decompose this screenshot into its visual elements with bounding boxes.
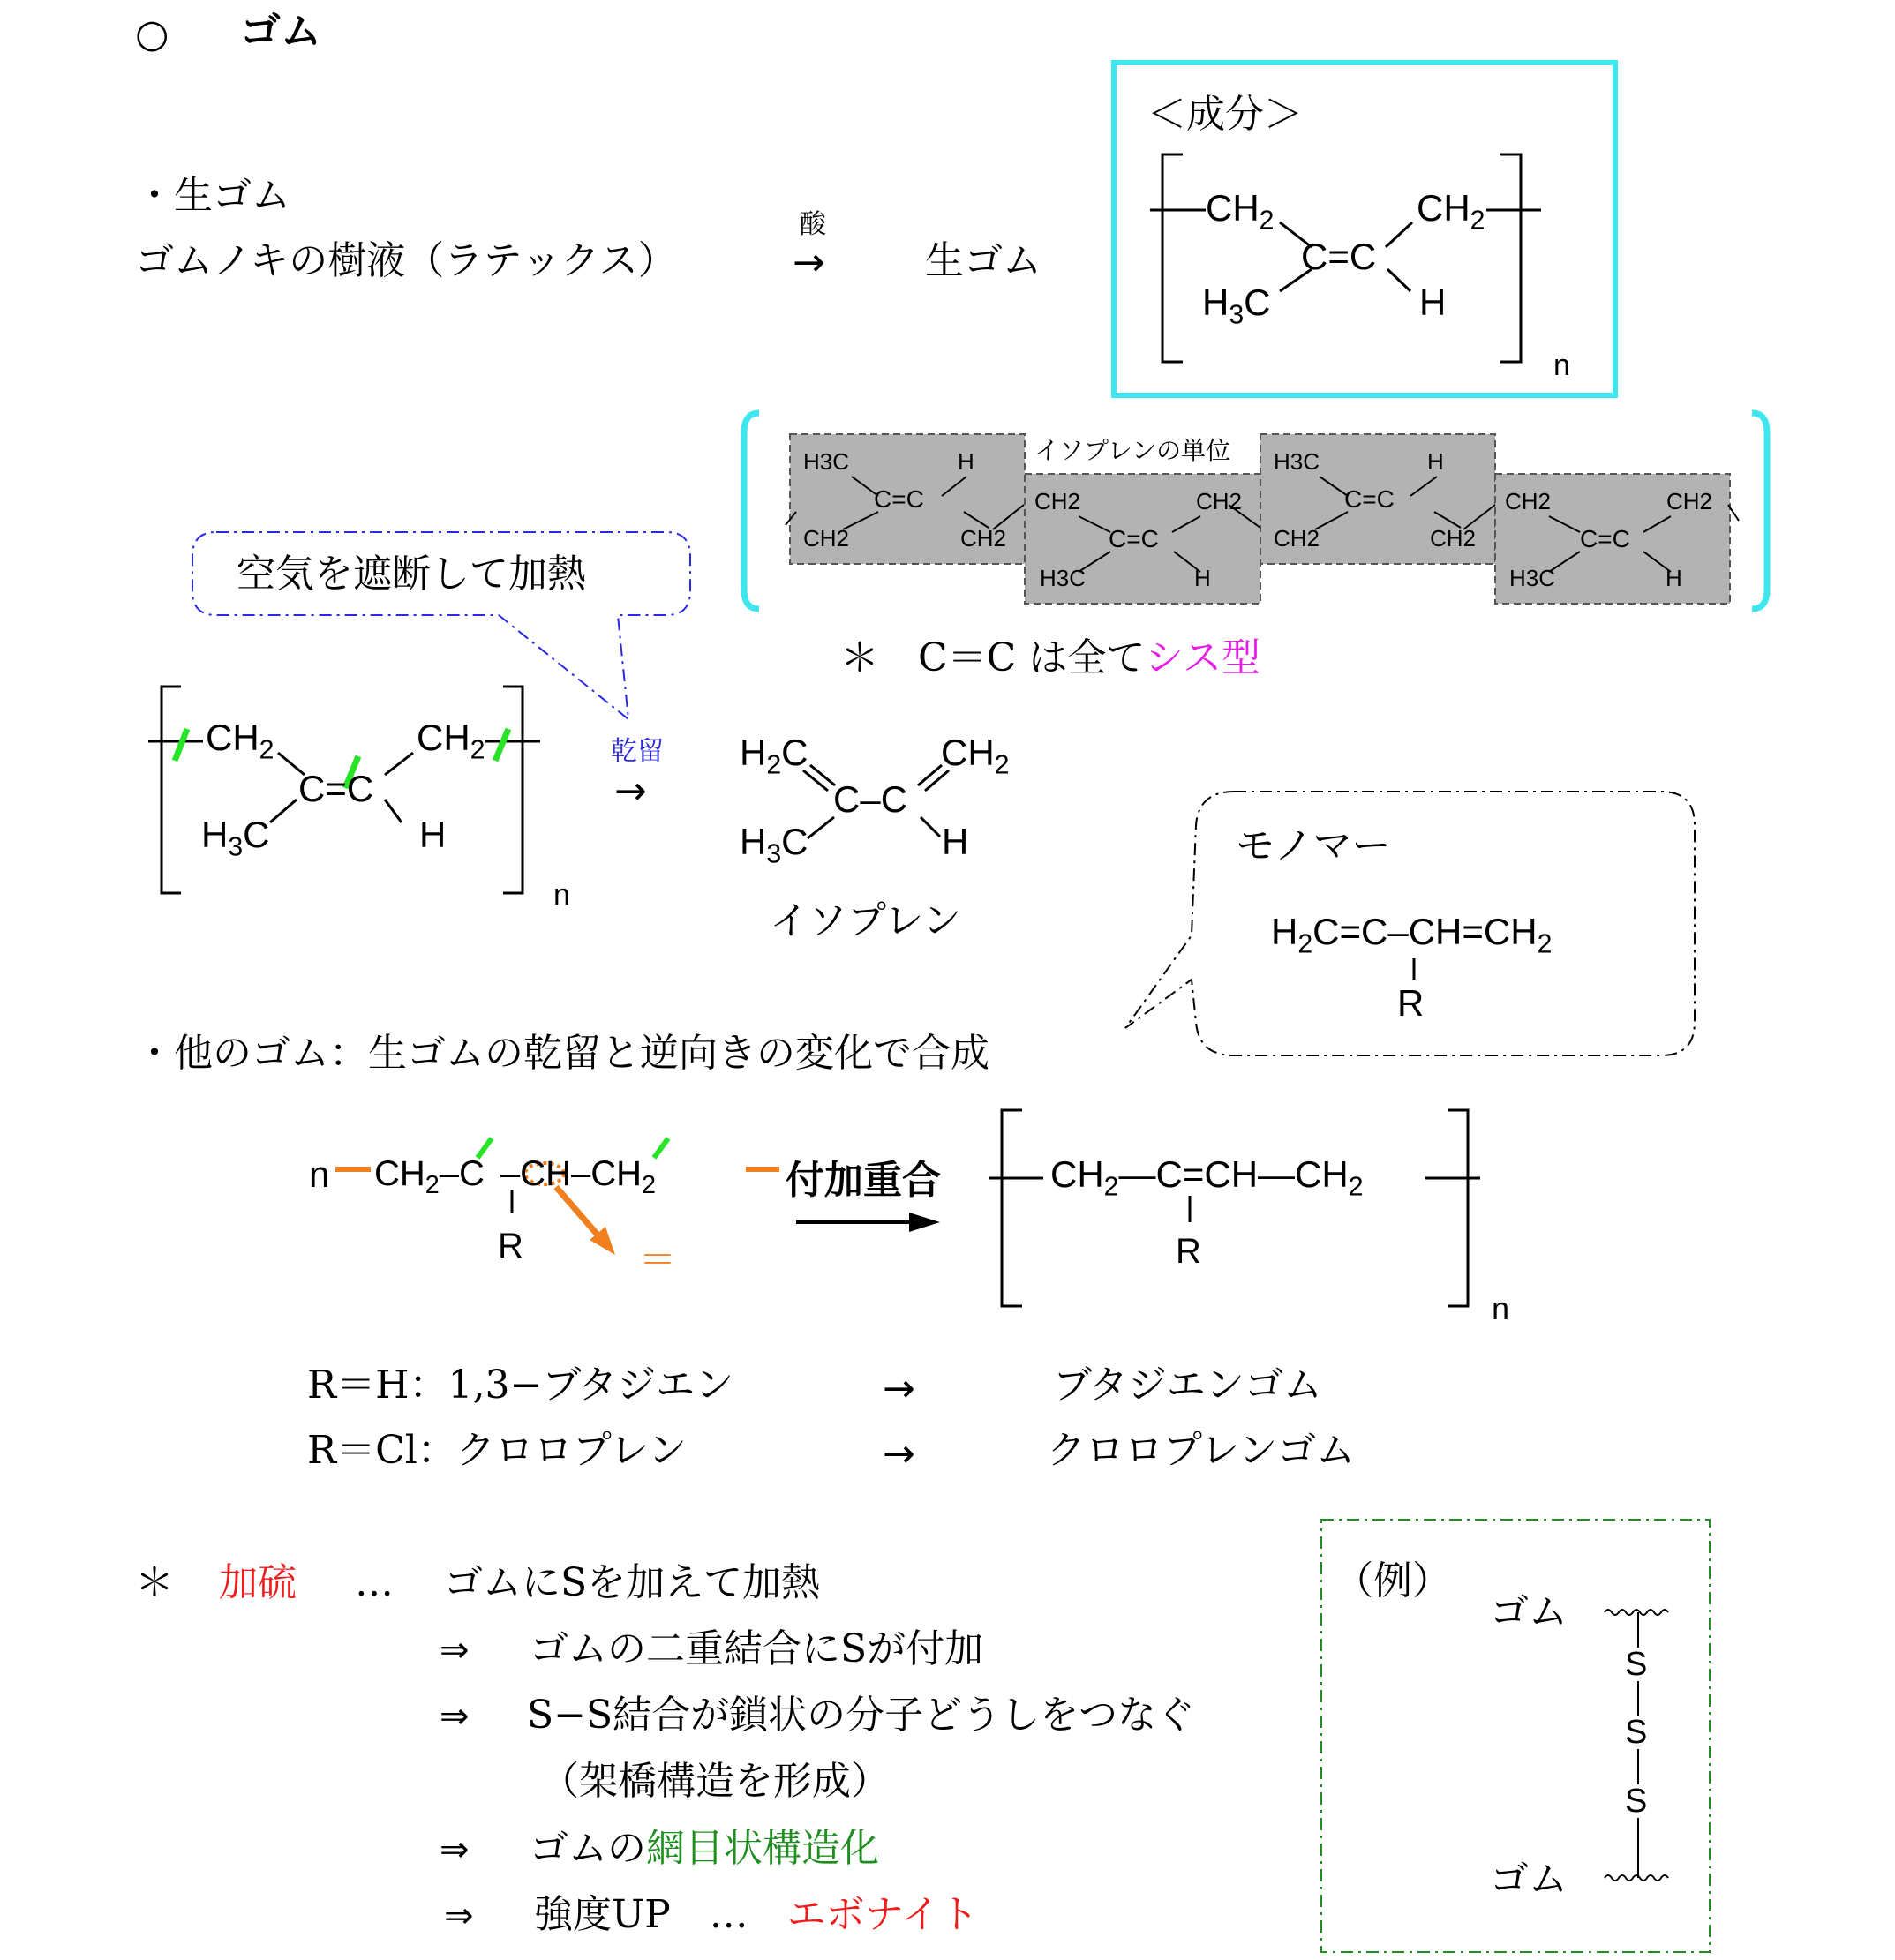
isoprene-ch2: $CH_2$ — [941, 732, 1010, 780]
polymer-product-r: R — [1176, 1232, 1201, 1271]
monomer-formula: $H_2C=C-CH=CH_2$ — [1271, 911, 1553, 959]
orange-arrow-shaft — [556, 1187, 602, 1240]
polymer-right-bracket — [503, 687, 523, 893]
isoprene-product-name: イソプレン — [770, 898, 962, 943]
header-circle: ○ — [135, 11, 169, 56]
implies-arrow: ⇒ — [440, 1696, 470, 1737]
polymer-bond — [385, 800, 402, 822]
chain-ch2: CH2 — [1034, 488, 1081, 514]
chain-ch2: CH2 — [960, 525, 1007, 552]
dry-distillation-label: 乾留 — [611, 736, 664, 767]
rubber-wavy-top — [1605, 1610, 1668, 1615]
chain-h3c: H3C — [1509, 565, 1556, 591]
composition-ch2-right: $CH_2$ — [1417, 187, 1485, 236]
polymer-left-bracket — [162, 687, 181, 893]
latex-source: ゴムノキの樹液（ラテックス） — [135, 238, 677, 283]
polymer-ch2-left: $CH_2$ — [206, 717, 274, 765]
implies-arrow: ⇒ — [440, 1829, 470, 1870]
polymer-product-n: n — [1492, 1290, 1510, 1326]
polymer-n: n — [553, 878, 570, 912]
example-chloroprene-r: R＝Cl：クロロプレン — [307, 1428, 688, 1473]
raw-rubber-product: 生ゴム — [925, 238, 1041, 283]
vulcanization-step-2: S−S結合が鎖状の分子どうしをつなぐ — [527, 1693, 1196, 1738]
polymerization-monomer: $CH_2-C$ $-CH-CH_2$ — [374, 1154, 657, 1200]
polymer-h3c: $H_3C$ — [201, 814, 270, 862]
example-chloroprene-arrow: → — [883, 1431, 915, 1476]
page-title: ゴム — [240, 8, 321, 54]
rubber-bottom-label: ゴム — [1490, 1857, 1568, 1902]
chain-ch2: CH2 — [1430, 525, 1477, 552]
isoprene-c-c: C–C — [833, 778, 908, 820]
chain-ch2: CH2 — [803, 525, 850, 552]
chain-cc: C=C — [1344, 485, 1395, 513]
chain-ch2: CH2 — [1666, 488, 1713, 514]
example-butadiene-arrow: → — [883, 1366, 915, 1411]
isoprene-h3c: $H_3C$ — [740, 821, 808, 869]
product-left-bracket — [1002, 1110, 1022, 1306]
polymer-cc: C=C — [298, 768, 374, 809]
reaction-arrow-head — [909, 1213, 940, 1232]
chain-ch2: CH2 — [1274, 525, 1320, 552]
chain-left-brace — [744, 413, 759, 609]
chain-cc: C=C — [1109, 525, 1159, 552]
composition-ch2-left: $CH_2$ — [1206, 187, 1275, 236]
chain-ch2: CH2 — [1505, 488, 1552, 514]
new-double-bond: ＝ — [639, 1238, 677, 1281]
example-butadiene-product: ブタジエンゴム — [1053, 1363, 1322, 1408]
polymer-bond — [385, 753, 413, 775]
composition-bond — [1387, 269, 1410, 291]
green-cut-mark — [175, 729, 187, 761]
vulcanization-definition: ゴムにSを加えて加熱 — [444, 1560, 821, 1605]
composition-h: H — [1419, 282, 1447, 323]
implies-arrow: ⇒ — [444, 1896, 474, 1936]
example-chloroprene-product: クロロプレンゴム — [1047, 1428, 1356, 1473]
vulcanization-step-1: ゴムの二重結合にSが付加 — [530, 1626, 984, 1671]
green-cut-mark — [654, 1138, 668, 1158]
chain-h: H — [958, 448, 974, 475]
example-label: （例） — [1335, 1558, 1451, 1603]
composition-left-bracket — [1162, 154, 1183, 362]
vulcanization-step-3: ゴムの網目状構造化 — [530, 1826, 879, 1871]
chain-h3c: H3C — [1040, 565, 1087, 591]
vulcanization-term: 加硫 — [219, 1560, 297, 1605]
chain-cc: C=C — [1580, 525, 1630, 552]
raw-rubber-arrow: → — [793, 240, 825, 285]
composition-bond — [1386, 222, 1412, 247]
composition-right-bracket — [1500, 154, 1521, 362]
raw-rubber-heading: ・生ゴム — [135, 173, 290, 218]
rubber-wavy-bottom — [1605, 1875, 1668, 1881]
vulcanization-ellipsis: … — [355, 1560, 394, 1605]
vulcanization-step-4: 強度UP … エボナイト — [534, 1892, 979, 1937]
acid-catalyst: 酸 — [800, 209, 826, 240]
chain-h3c: H3C — [1274, 448, 1320, 475]
polymer-bond — [270, 800, 297, 822]
composition-label: ＜成分＞ — [1147, 92, 1303, 137]
chain-h3c: H3C — [803, 448, 850, 475]
implies-arrow: ⇒ — [440, 1630, 470, 1671]
vulcanization-step-2-note: （架橋構造を形成） — [540, 1759, 890, 1804]
product-right-bracket — [1448, 1110, 1468, 1306]
dry-distillation-arrow: → — [614, 769, 647, 814]
chain-cc: C=C — [874, 485, 924, 513]
addition-polymerization-label: 付加重合 — [786, 1159, 941, 1202]
polymer-ch2-right: $CH_2$ — [417, 717, 485, 765]
monomer-title: モノマー — [1236, 823, 1391, 868]
vulcanization-star: ＊ — [135, 1560, 174, 1605]
polymerization-n: n — [309, 1153, 330, 1195]
other-rubber-heading: ・他のゴム：生ゴムの乾留と逆向きの変化で合成 — [135, 1031, 989, 1076]
sulfur-atom: S — [1625, 1646, 1648, 1683]
polymer-product: $CH_2—C=CH—CH_2$ — [1050, 1153, 1364, 1202]
chain-ch2: CH2 — [1196, 488, 1243, 514]
isoprene-h2c: $H_2C$ — [740, 732, 808, 780]
cis-note: ＊ C＝C は全てシス型 — [840, 635, 1261, 680]
chain-h: H — [1666, 565, 1682, 591]
composition-h3c: $H_3C$ — [1202, 282, 1271, 330]
composition-cc: C=C — [1301, 236, 1377, 277]
heat-callout-text: 空気を遮断して加熱 — [237, 552, 586, 597]
green-cut-mark — [495, 729, 508, 761]
isoprene-h: H — [942, 821, 969, 862]
example-butadiene-r: R＝H：1,3−ブタジエン — [307, 1363, 734, 1408]
chain-h: H — [1427, 448, 1444, 475]
sulfur-atom: S — [1625, 1783, 1648, 1820]
rubber-top-label: ゴム — [1490, 1589, 1568, 1634]
chain-h: H — [1194, 565, 1211, 591]
polymer-h: H — [419, 814, 447, 855]
monomer-r: R — [1397, 982, 1425, 1024]
isoprene-unit-label: イソプレンの単位 — [1034, 437, 1231, 464]
chain-right-brace — [1752, 413, 1767, 609]
polymerization-r: R — [498, 1227, 523, 1265]
sulfur-atom: S — [1625, 1714, 1648, 1751]
composition-n: n — [1553, 349, 1570, 382]
